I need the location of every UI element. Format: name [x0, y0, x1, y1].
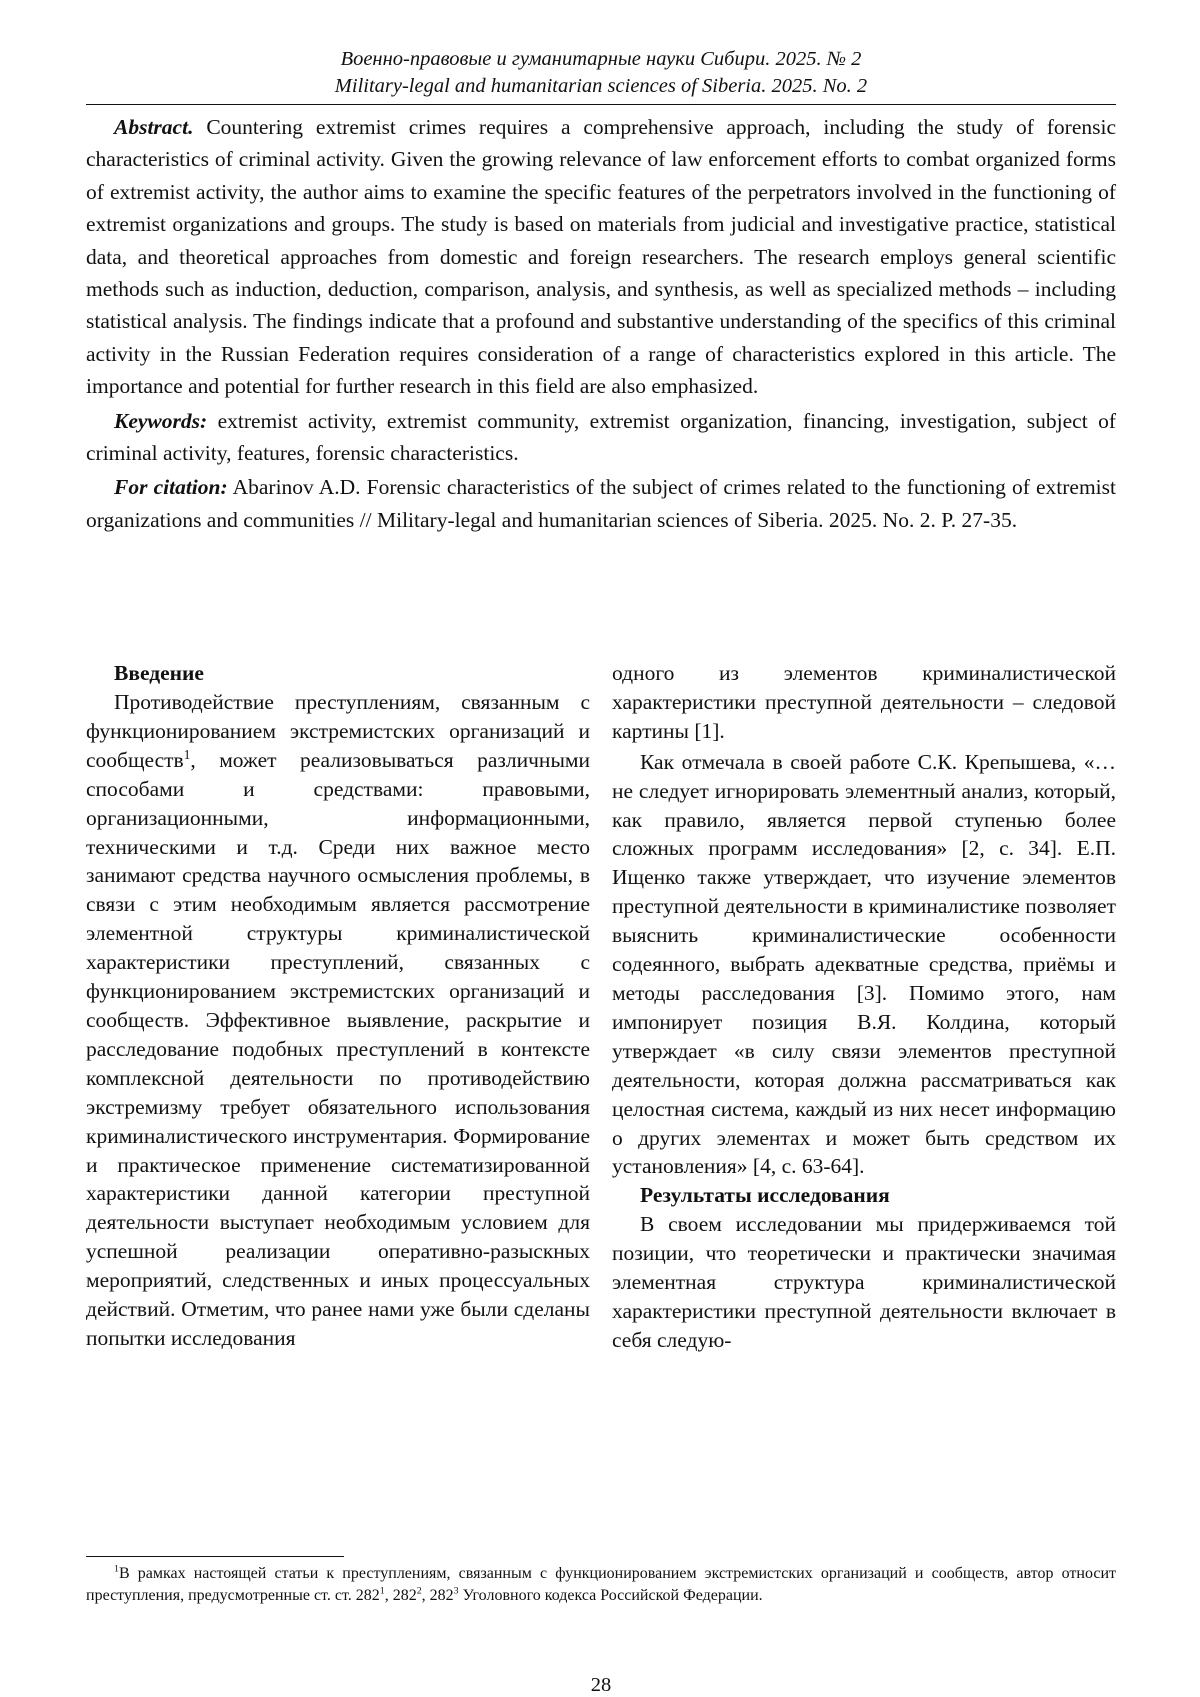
- citation-label: For citation:: [114, 475, 228, 500]
- footnote: [86, 1563, 1116, 1607]
- footnote-ref[interactable]: 1: [183, 746, 191, 762]
- footnote-text-a: В рамках настоящей статьи к преступлениям, связанным с функционированием экстремистских организаций и сообществ, автор относит преступления, предусмотренные ст. ст. 282: [86, 1565, 1116, 1604]
- intro-text-part1: Противодействие преступлениям, связанным с функционированием экстремистских организаций и сообществ: [86, 690, 590, 772]
- header-divider: [86, 104, 1116, 105]
- footnote-sup-1: 1: [379, 1585, 385, 1597]
- footnote-mark: 1: [114, 1563, 119, 1575]
- intro-heading: Введение: [114, 661, 204, 685]
- abstract-block: [86, 111, 1116, 536]
- footnote-sep-2: , 282: [421, 1587, 454, 1604]
- keywords-text: extremist activity, extremist community, extremist organization, financing, investigation, subject of criminal activity, features, forensic characteristics.: [86, 408, 1117, 466]
- results-paragraph: В своем исследовании мы придерживаемся той позиции, что теоретически и практически значимая элементная структура криминалистической характеристики преступной деятельности включает в себя следую-: [612, 1212, 1116, 1352]
- page-number: 28: [590, 1674, 612, 1696]
- citation-paragraph: [86, 471, 1116, 536]
- abstract-paragraph: [86, 111, 1116, 403]
- footnote-divider: [86, 1556, 344, 1557]
- footnote-sup-2: 2: [416, 1585, 422, 1597]
- citation-text: Abarinov A.D. Forensic characteristics of the subject of crimes related to the functioning of extremist organizations and communities // Military-legal and humanitarian sciences of Siberia. 2025. No. 2. P. 27-35.: [86, 475, 1116, 532]
- intro-paragraph: [86, 688, 590, 1353]
- footnote-sup-3: 3: [453, 1585, 459, 1597]
- journal-title-ru: Военно-правовые и гуманитарные науки Сибири. 2025. № 2: [340, 48, 862, 70]
- keywords-label: Keywords:: [114, 408, 208, 433]
- results-heading: Результаты исследования: [640, 1183, 890, 1208]
- abstract-text: Countering extremist crimes requires a comprehensive approach, including the study of forensic characteristics of criminal activity. Given the growing relevance of law enforcement efforts to combat organized forms of extremist activity, the author aims to examine the specific features of the perpetrators involved in the functioning of extremist organizations and groups. The study is based on materials from judicial and investigative practice, statistical data, and theoretical approaches from domestic and foreign researchers. The research employs general scientific methods such as induction, deduction, comparison, analysis, and synthesis, as well as specialized methods – including statistical analysis. The findings indicate that a profound and substantive understanding of the specifics of this criminal activity in the Russian Federation requires consideration of a range of characteristics explored in this article. The importance and potential for further research in this field are also emphasized.: [86, 115, 1117, 399]
- abstract-label: Abstract.: [114, 115, 194, 139]
- footnote-area: [86, 1556, 1116, 1607]
- quote-paragraph: Как отмечала в своей работе С.К. Крепышева, «…не следует игнорировать элементный анализ, который, как правило, является первой ступенью более сложных программ исследования» [2, с. 34]. Е.П. Ищенко также утверждает, что изучение элементов преступной деятельности в криминалистике позволяет выяснить криминалистические особенности содеянного, выбрать адекватные средства, приёмы и методы расследования [3]. Помимо этого, нам импонирует позиция В.Я. Колдина, который утверждает «в силу связи элементов преступной деятельности, которая должна рассматриваться как целостная система, каждый из них несет информацию о других элементах и может быть средством их установления» [4, с. 63-64].: [612, 749, 1116, 1179]
- left-column: [86, 659, 590, 1355]
- footnote-text-b: Уголовного кодекса Российской Федерации.: [458, 1587, 763, 1604]
- journal-header: [86, 46, 1116, 100]
- page: [86, 46, 1117, 1696]
- journal-title-en: Military-legal and humanitarian sciences of Siberia. 2025. No. 2: [334, 75, 868, 97]
- right-column: [612, 659, 1116, 1355]
- intro-text-part2: , может реализовываться различными способами и средствами: правовыми, организационными, информационными, техническими и т.д. Среди них важное место занимают средства научного осмысления проблемы, в связи с этим необходимым является рассмотрение элементной структуры криминалистической характеристики преступлений, связанных с функционированием экстремистских организаций и сообществ. Эффективное выявление, раскрытие и расследование подобных преступлений в контексте комплексной деятельности по противодействию экстремизму требует обязательного использования криминалистического инструментария. Формирование и практическое применение систематизированной характеристики данной категории преступной деятельности выступает необходимым условием для успешной реализации оперативно-разыскных мероприятий, следственных и иных процессуальных действий. Отметим, что ранее нами уже были сделаны попытки исследования: [86, 747, 590, 1350]
- two-column-body: [86, 659, 1116, 1355]
- footnote-sep-1: , 282: [384, 1587, 417, 1604]
- continuation-paragraph: одного из элементов криминалистической характеристики преступной деятельности – следовой картины [1].: [612, 661, 1116, 743]
- keywords-paragraph: [86, 405, 1116, 470]
